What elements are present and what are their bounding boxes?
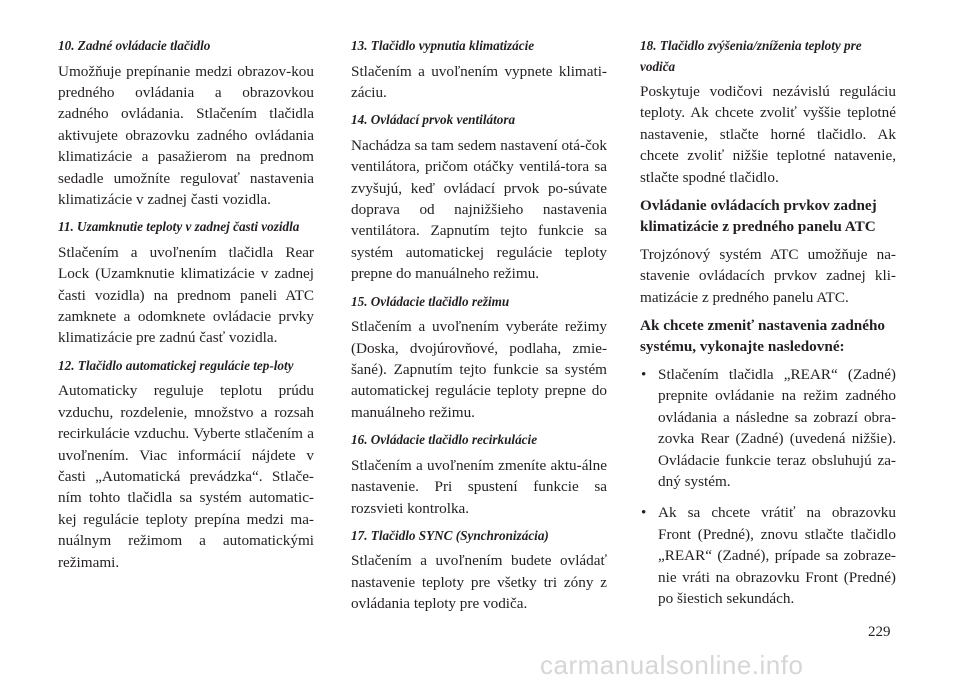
section-13-heading: 13. Tlačidlo vypnutia klimatizácie	[351, 38, 535, 53]
section-11-body: Stlačením a uvoľnením tlačidla Rear Lock (Uzamknutie klimatizácie v zadnej časti vozidla) na prednom paneli ATC zamknete a odomknete ovládacie prvky klimatizácie pre zadnú časť vozidla.	[58, 243, 314, 347]
middle-column	[351, 36, 607, 622]
section-12-body: Automaticky reguluje teplotu prúdu vzduchu, rozdelenie, množstvo a rozsah recirkulácie vzduchu. Vyberte stlačením a uvoľnením. Viac informácií nájdete v časti „Automatická prevádzka“. Stlače-ním tohto tlačidla sa systém automatic-kej regulácie teploty prepína medzi ma-nuálnym režimom a automatickými režimami.	[58, 382, 314, 571]
list-item	[640, 502, 896, 609]
section-10-body: Umožňuje prepínanie medzi obrazov-kou predného ovládania a obrazovkou zadného ovládania. Stlačením tlačidla aktivujete obrazovku zadného ovládania klimatizácie a pasažierom na prednom sedadle umožníte regulovať nastavenia klimatizácie v zadnej časti vozidla.	[58, 62, 314, 208]
list-item-text: Stlačením tlačidla „REAR“ (Zadné) prepnite ovládanie na režim zadného ovládania a následne sa zobrazí obra-zovka Rear (Zadné) (uvedená nižšie). Ovládacie funkcie teraz obsluhujú za-dný systém.	[658, 365, 896, 490]
section-17-body: Stlačením a uvoľnením budete ovládať nastavenie teploty pre všetky tri zóny z ovládania teploty pre vodiča.	[351, 552, 607, 613]
rear-settings-heading: Ak chcete zmeniť nastavenia zadného systému, vykonajte nasledovné:	[640, 317, 885, 356]
section-18-body: Poskytuje vodičovi nezávislú reguláciu teploty. Ak chcete zvoliť vyššie teplotné nastavenie, stlačte horné tlačidlo. Ak chcete zvoliť nižšie teplotné natavenie, stlačte spodné tlačidlo.	[640, 83, 896, 186]
front-panel-heading: Ovládanie ovládacích prvkov zadnej klimatizácie z predného panelu ATC	[640, 197, 877, 236]
section-14-heading: 14. Ovládací prvok ventilátora	[351, 112, 516, 128]
front-panel-body: Trojzónový systém ATC umožňuje na-stavenie ovládacích prvkov zadnej kli-matizácie z predného panelu ATC.	[640, 245, 896, 306]
left-column	[58, 36, 314, 580]
section-15-heading: 15. Ovládacie tlačidlo režimu	[351, 293, 510, 309]
rear-settings-list	[640, 364, 896, 609]
section-16-body: Stlačením a uvoľnením zmeníte aktu-álne nastavenie. Pri spustení funkcie sa rozsvieti kontrolka.	[351, 456, 607, 517]
page-number: 229	[868, 624, 891, 640]
bullet-icon: •	[641, 365, 647, 383]
list-item-text: Ak sa chcete vrátiť na obrazovku Front (Predné), znovu stlačte tlačidlo „REAR“ (Zadné), prípade sa zobraze-nie vráti na obrazovku Front (Predné) po šiestich sekundách.	[658, 504, 896, 607]
section-11-heading: 11. Uzamknutie teploty v zadnej časti vozidla	[58, 219, 300, 235]
section-17-heading: 17. Tlačidlo SYNC (Synchronizácia)	[351, 527, 549, 543]
section-15-body: Stlačením a uvoľnením vyberáte režimy (Doska, dvojúrovňové, podlaha, zmie-šané). Zapnutím tejto funkcie sa systém automatickej regulácie teploty prepne do manuálneho režimu.	[351, 318, 607, 421]
section-18-heading: 18. Tlačidlo zvýšenia/zníženia teploty pre vodiča	[640, 38, 862, 74]
section-10-heading: 10. Zadné ovládacie tlačidlo	[58, 38, 211, 53]
section-12-heading: 12. Tlačidlo automatickej regulácie tep-loty	[58, 357, 294, 373]
right-column	[640, 36, 896, 619]
bullet-icon: •	[641, 504, 647, 522]
section-16-heading: 16. Ovládacie tlačidlo recirkulácie	[351, 432, 538, 448]
section-13-body: Stlačením a uvoľnením vypnete klimati-záciu.	[351, 62, 607, 101]
list-item	[640, 364, 896, 492]
watermark: carmanualsonline.info	[540, 650, 804, 680]
section-14-body: Nachádza sa tam sedem nastavení otá-čok ventilátora, pričom otáčky ventilá-tora sa zvyšujú, keď ovládací prvok po-súvate doprava od najnižšieho nastavenia ventilátora. Zapnutím tejto funkcie sa systém automatickej regulácie teploty prepne do manuálneho režimu.	[351, 136, 607, 283]
